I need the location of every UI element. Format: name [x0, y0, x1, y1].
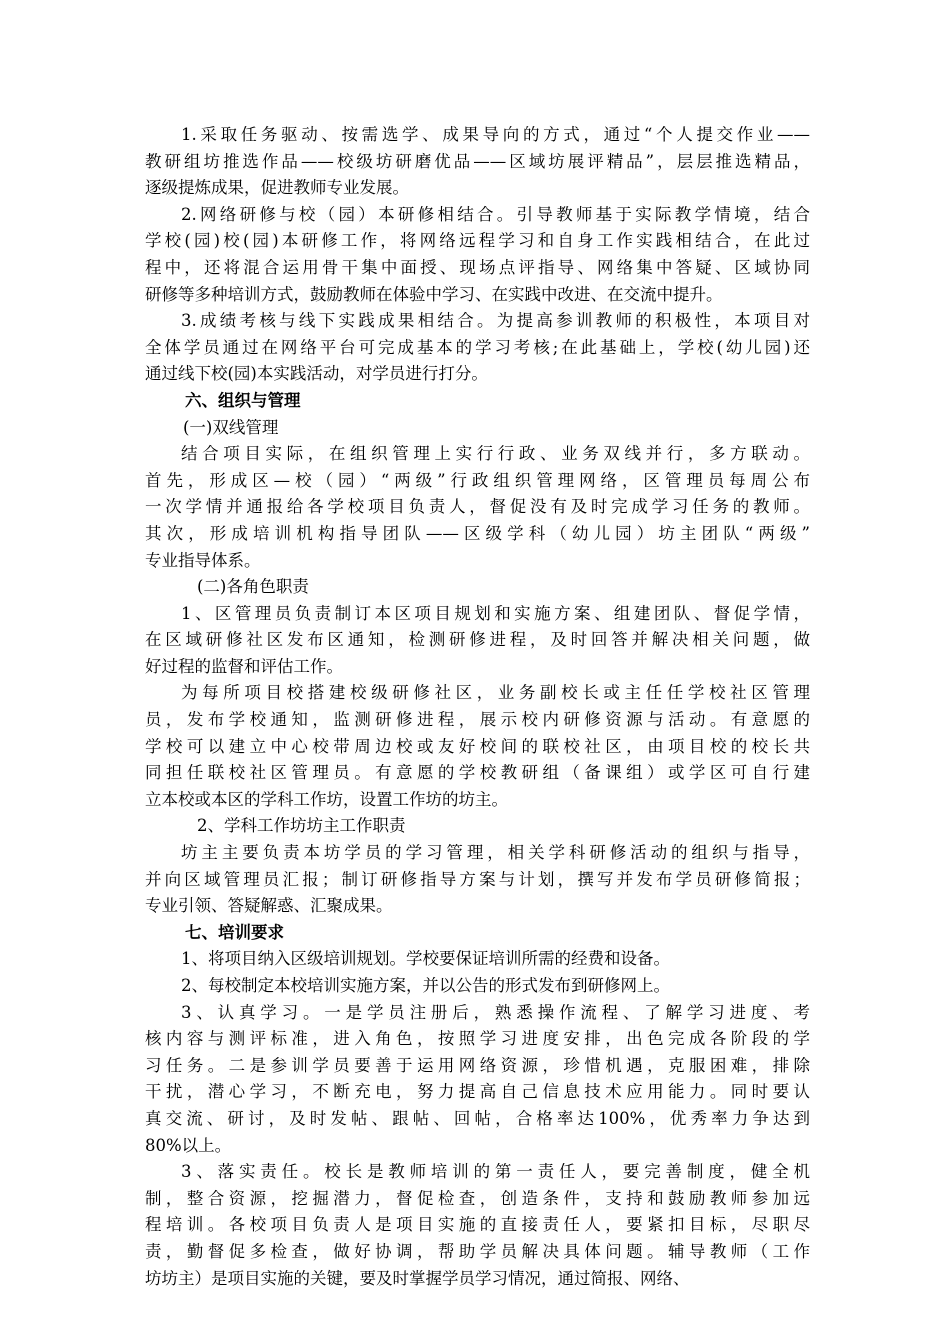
text-line: 1、区管理员负责制订本区项目规划和实施方案、组建团队、督促学情，: [181, 603, 810, 623]
text-line: 为每所项目校搭建校级研修社区，业务副校长或主任任学校社区管理: [181, 683, 810, 703]
text-line: 专业指导体系。: [145, 550, 261, 570]
text-line: 七、培训要求: [185, 922, 284, 942]
text-line: 责，勤督促多检查，做好协调，帮助学员解决具体问题。辅导教师（工作: [145, 1241, 810, 1261]
section-heading: [145, 388, 810, 415]
text-line: 首先，形成区—校（园）“两级”行政组织管理网络，区管理员每周公布: [145, 470, 810, 490]
text-line: 坊主主要负责本坊学员的学习管理，相关学科研修活动的组织与指导，: [181, 843, 810, 863]
text-line: 制，整合资源，挖掘潜力，督促检查，创造条件，支持和鼓励教师参加远: [145, 1188, 810, 1208]
paragraph: [145, 122, 810, 202]
text-line: 学校(园)校(园)本研修工作，将网络远程学习和自身工作实践相结合，在此过: [145, 231, 810, 251]
text-line: 干扰，潜心学习，不断充电，努力提高自己信息技术应用能力。同时要认: [145, 1082, 810, 1102]
text-line: 2.网络研修与校（园）本研修相结合。引导教师基于实际教学情境，结合: [181, 204, 810, 224]
text-line: (一)双线管理: [183, 417, 279, 437]
section-heading: [145, 920, 810, 947]
text-line: 好过程的监督和评估工作。: [145, 656, 343, 676]
text-line: 专业引领、答疑解惑、汇聚成果。: [145, 896, 393, 916]
text-line: 逐级提炼成果，促进教师专业发展。: [145, 178, 409, 198]
text-line: 1、将项目纳入区级培训规划。学校要保证培训所需的经费和设备。: [181, 949, 670, 969]
text-line: 同担任联校社区管理员。有意愿的学校教研组（备课组）或学区可自行建: [145, 763, 810, 783]
text-line: 一次学情并通报给各学校项目负责人，督促没有及时完成学习任务的教师。: [145, 497, 810, 517]
text-line: (二)各角色职责: [197, 577, 309, 597]
text-line: 研修等多种培训方式，鼓励教师在体验中学习、在实践中改进、在交流中提升。: [145, 284, 723, 304]
text-line: 1.采取任务驱动、按需选学、成果导向的方式，通过“个人提交作业——: [181, 125, 810, 144]
text-line: 80%以上。: [145, 1135, 232, 1155]
text-line: 通过线下校(园)本实践活动，对学员进行打分。: [145, 364, 488, 384]
text-line: 程培训。各校项目负责人是项目实施的直接责任人，要紧扣目标，尽职尽: [145, 1215, 810, 1235]
document-page: [145, 122, 810, 1292]
paragraph: [145, 946, 810, 973]
text-line: 真交流、研讨，及时发帖、跟帖、回帖，合格率达100%，优秀率力争达到: [145, 1108, 810, 1128]
paragraph: [145, 840, 810, 920]
paragraph: [145, 1159, 810, 1292]
text-line: 坊坊主）是项目实施的关键，要及时掌握学员学习情况，通过简报、网络、: [145, 1268, 690, 1288]
paragraph: [145, 973, 810, 1000]
paragraph: [145, 601, 810, 681]
paragraph: [145, 1000, 810, 1160]
text-line: 程中，还将混合运用骨干集中面授、现场点评指导、网络集中答疑、区域协同: [145, 257, 810, 277]
text-line: 习任务。二是参训学员要善于运用网络资源，珍惜机遇，克服困难，排除: [145, 1055, 810, 1075]
text-line: 员，发布学校通知，监测研修进程，展示校内研修资源与活动。有意愿的: [145, 710, 810, 730]
paragraph: [145, 202, 810, 308]
text-line: 2、每校制定本校培训实施方案，并以公告的形式发布到研修网上。: [181, 976, 670, 995]
text-line: 学校可以建立中心校带周边校或友好校间的联校社区，由项目校的校长共: [145, 736, 810, 756]
subsection-heading: [145, 574, 810, 601]
paragraph: [145, 308, 810, 388]
text-line: 其次，形成培训机构指导团队——区级学科（幼儿园）坊主团队“两级”: [145, 523, 810, 543]
paragraph: [145, 441, 810, 574]
text-line: 3、落实责任。校长是教师培训的第一责任人，要完善制度，健全机: [181, 1162, 810, 1182]
text-line: 并向区域管理员汇报；制订研修指导方案与计划，撰写并发布学员研修简报；: [145, 869, 810, 889]
subsection-heading: [145, 813, 810, 840]
text-line: 核内容与测评标准，进入角色，按照学习进度安排，出色完成各阶段的学: [145, 1029, 810, 1049]
text-line: 教研组坊推选作品——校级坊研磨优品——区域坊展评精品”，层层推选精品，: [145, 151, 810, 171]
text-line: 2、学科工作坊坊主工作职责: [197, 816, 406, 836]
text-line: 六、组织与管理: [185, 390, 301, 410]
text-line: 在区域研修社区发布区通知，检测研修进程，及时回答并解决相关问题，做: [145, 630, 810, 650]
text-line: 全体学员通过在网络平台可完成基本的学习考核;在此基础上，学校(幼儿园)还: [145, 337, 810, 357]
text-line: 3、认真学习。一是学员注册后，熟悉操作流程、了解学习进度、考: [181, 1002, 810, 1022]
text-line: 立本校或本区的学科工作坊，设置工作坊的坊主。: [145, 789, 508, 809]
subsection-heading: [145, 415, 810, 442]
paragraph: [145, 680, 810, 813]
text-line: 3.成绩考核与线下实践成果相结合。为提高参训教师的积极性，本项目对: [181, 311, 810, 331]
text-line: 结合项目实际，在组织管理上实行行政、业务双线并行，多方联动。: [181, 444, 810, 464]
